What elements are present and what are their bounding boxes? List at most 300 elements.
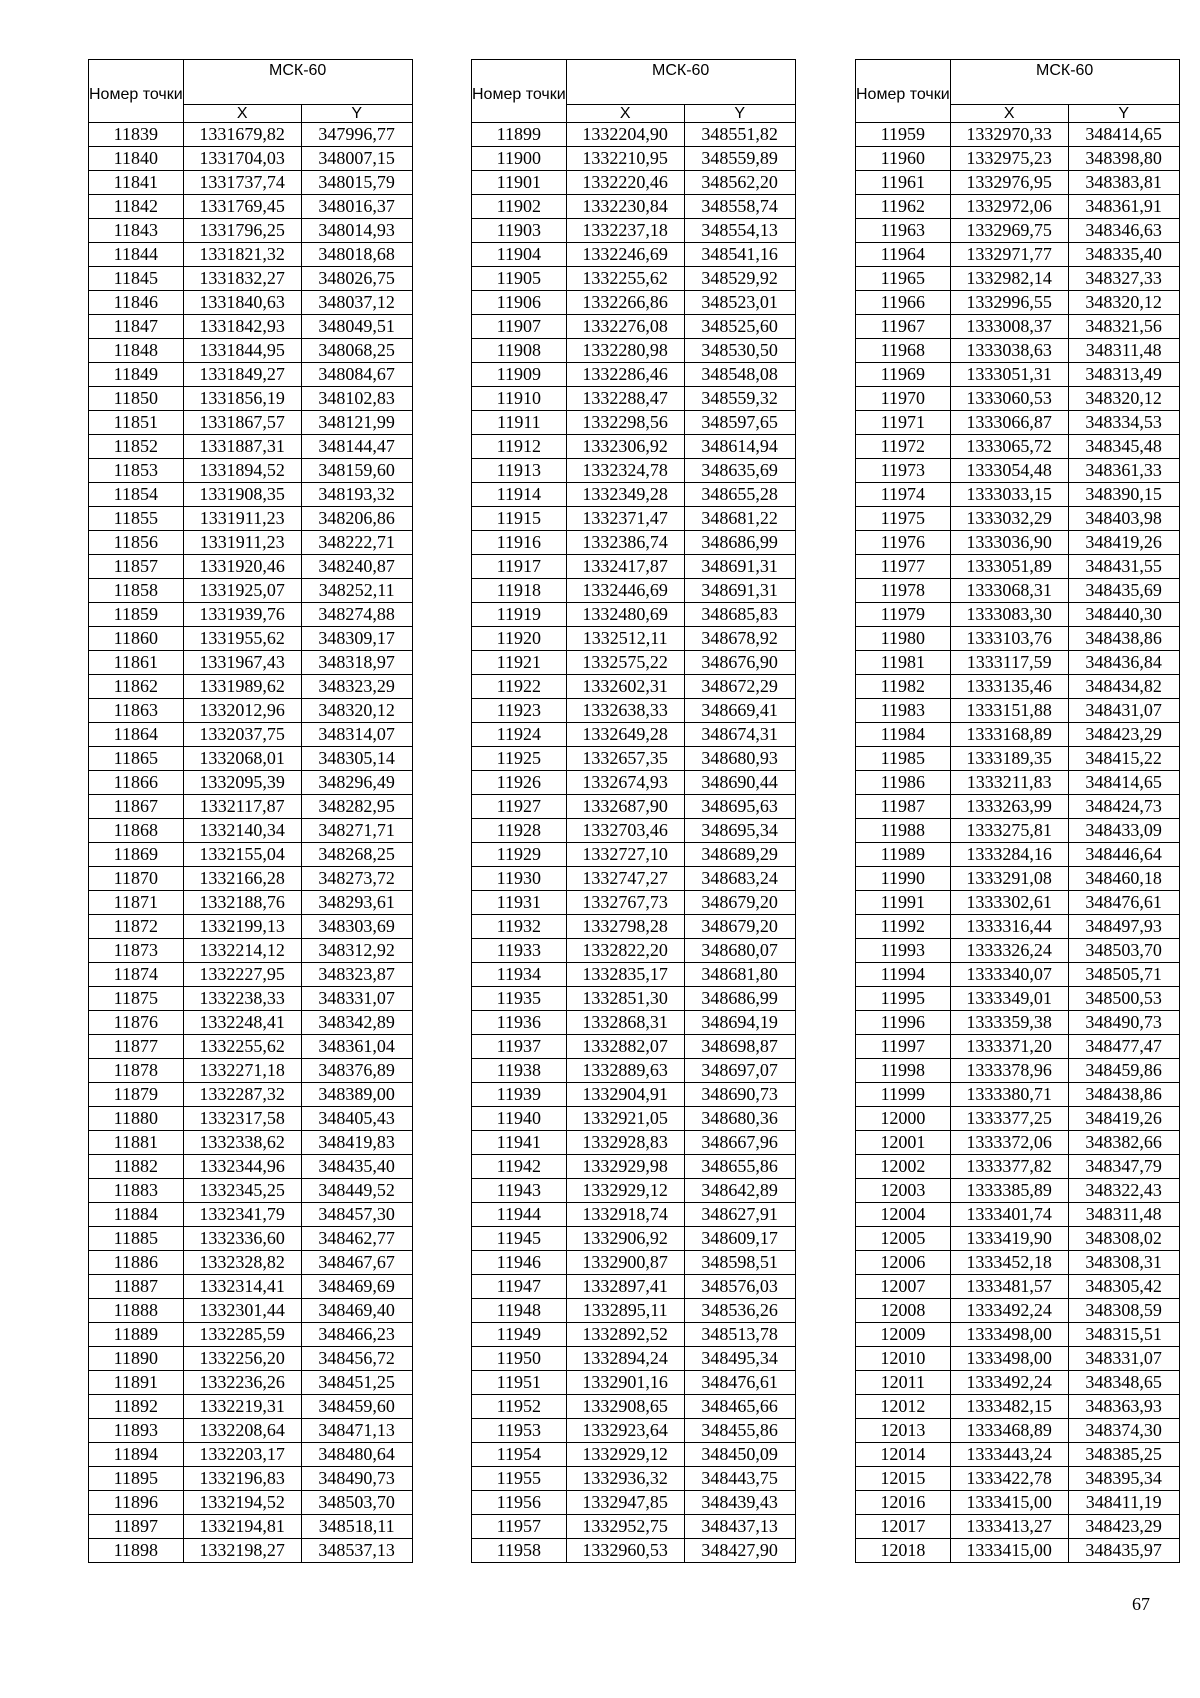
y-coordinate-cell: 348691,31 [684,555,795,579]
y-coordinate-cell: 348437,13 [684,1515,795,1539]
point-number-cell: 11989 [856,843,951,867]
point-number-cell: 11891 [89,1371,184,1395]
x-coordinate-cell: 1332727,10 [566,843,684,867]
y-coordinate-cell: 348518,11 [301,1515,412,1539]
table-row [89,939,413,963]
x-coordinate-cell: 1332338,62 [183,1131,301,1155]
y-coordinate-cell: 348423,29 [1068,723,1179,747]
x-coordinate-cell: 1332280,98 [566,339,684,363]
point-number-cell: 11921 [472,651,567,675]
point-number-cell: 11892 [89,1395,184,1419]
table-row [89,627,413,651]
table-row [856,603,1180,627]
table-row [472,1107,796,1131]
point-number-cell: 11928 [472,819,567,843]
table-row [472,1227,796,1251]
y-coordinate-cell: 348562,20 [684,171,795,195]
x-coordinate-cell: 1332371,47 [566,507,684,531]
x-coordinate-cell: 1331911,23 [183,531,301,555]
table-row [89,171,413,195]
y-coordinate-cell: 348383,81 [1068,171,1179,195]
table-row [89,1203,413,1227]
x-coordinate-cell: 1332900,87 [566,1251,684,1275]
point-number-cell: 11924 [472,723,567,747]
table-row [89,747,413,771]
x-coordinate-cell: 1332960,53 [566,1539,684,1563]
table-row [856,1035,1180,1059]
table-row [472,1155,796,1179]
y-coordinate-cell: 348525,60 [684,315,795,339]
x-coordinate-cell: 1331849,27 [183,363,301,387]
point-number-cell: 11984 [856,723,951,747]
point-number-cell: 12013 [856,1419,951,1443]
y-coordinate-cell: 348551,82 [684,123,795,147]
y-coordinate-cell: 348293,61 [301,891,412,915]
table-row [472,1131,796,1155]
point-number-cell: 11877 [89,1035,184,1059]
y-coordinate-cell: 348674,31 [684,723,795,747]
point-number-cell: 11965 [856,267,951,291]
x-coordinate-cell: 1332952,75 [566,1515,684,1539]
x-coordinate-cell: 1331842,93 [183,315,301,339]
table-row [856,1419,1180,1443]
x-coordinate-cell: 1333415,00 [950,1491,1068,1515]
x-coordinate-cell: 1332918,74 [566,1203,684,1227]
table-row [472,195,796,219]
point-number-cell: 11955 [472,1467,567,1491]
table-row [89,915,413,939]
point-number-cell: 11993 [856,939,951,963]
point-number-cell: 11865 [89,747,184,771]
x-coordinate-cell: 1331832,27 [183,267,301,291]
x-coordinate-cell: 1333492,24 [950,1371,1068,1395]
coordinate-system-header: МСК-60 [183,60,412,105]
y-coordinate-cell: 348680,07 [684,939,795,963]
x-coordinate-cell: 1333372,06 [950,1131,1068,1155]
point-number-cell: 11948 [472,1299,567,1323]
point-number-cell: 11964 [856,243,951,267]
x-coordinate-cell: 1332982,14 [950,267,1068,291]
table-row [856,459,1180,483]
y-coordinate-cell: 348500,53 [1068,987,1179,1011]
y-coordinate-cell: 348419,26 [1068,531,1179,555]
point-number-cell: 11999 [856,1083,951,1107]
point-number-cell: 11927 [472,795,567,819]
x-coordinate-cell: 1331920,46 [183,555,301,579]
point-number-cell: 11972 [856,435,951,459]
table-row [89,1539,413,1563]
y-coordinate-cell: 348296,49 [301,771,412,795]
table-row [472,675,796,699]
x-coordinate-cell: 1332194,81 [183,1515,301,1539]
table-row [472,387,796,411]
point-number-cell: 11987 [856,795,951,819]
point-number-cell: 12006 [856,1251,951,1275]
y-coordinate-cell: 348405,43 [301,1107,412,1131]
table-row [856,1227,1180,1251]
table-row [89,891,413,915]
y-coordinate-cell: 348678,92 [684,627,795,651]
point-number-cell: 11985 [856,747,951,771]
table-row [856,123,1180,147]
x-coordinate-cell: 1332306,92 [566,435,684,459]
point-number-cell: 12003 [856,1179,951,1203]
point-number-cell: 12002 [856,1155,951,1179]
y-coordinate-cell: 348222,71 [301,531,412,555]
x-coordinate-cell: 1333051,31 [950,363,1068,387]
y-coordinate-cell: 348121,99 [301,411,412,435]
point-number-cell: 11960 [856,147,951,171]
y-coordinate-cell: 348466,23 [301,1323,412,1347]
y-coordinate-cell: 348193,32 [301,483,412,507]
table-row [89,435,413,459]
y-coordinate-cell: 348414,65 [1068,771,1179,795]
x-coordinate-cell: 1332687,90 [566,795,684,819]
table-row [472,1011,796,1035]
point-number-cell: 11857 [89,555,184,579]
point-number-cell: 11861 [89,651,184,675]
y-coordinate-cell: 348015,79 [301,171,412,195]
y-coordinate-cell: 348598,51 [684,1251,795,1275]
point-number-cell: 11953 [472,1419,567,1443]
x-coordinate-cell: 1331887,31 [183,435,301,459]
table-row [856,1251,1180,1275]
y-coordinate-cell: 348451,25 [301,1371,412,1395]
point-number-cell: 11911 [472,411,567,435]
point-number-cell: 11870 [89,867,184,891]
table-row [472,411,796,435]
x-coordinate-cell: 1332256,20 [183,1347,301,1371]
y-coordinate-cell: 348460,18 [1068,867,1179,891]
table-row [89,1035,413,1059]
table-row [89,1371,413,1395]
y-coordinate-cell: 348016,37 [301,195,412,219]
point-number-cell: 11855 [89,507,184,531]
point-number-cell: 11945 [472,1227,567,1251]
x-coordinate-cell: 1331840,63 [183,291,301,315]
point-number-cell: 11873 [89,939,184,963]
point-number-cell: 11841 [89,171,184,195]
table-row [89,795,413,819]
y-coordinate-cell: 348683,24 [684,867,795,891]
table-row [472,339,796,363]
point-number-cell: 11971 [856,411,951,435]
x-coordinate-cell: 1332971,77 [950,243,1068,267]
point-number-cell: 12011 [856,1371,951,1395]
table-row [472,1059,796,1083]
table-row [89,987,413,1011]
table-row [856,1011,1180,1035]
y-coordinate-cell: 348469,69 [301,1275,412,1299]
y-coordinate-cell: 348537,13 [301,1539,412,1563]
y-coordinate-cell: 348559,89 [684,147,795,171]
table-row [856,1131,1180,1155]
y-coordinate-cell: 348403,98 [1068,507,1179,531]
table-row [856,339,1180,363]
x-coordinate-cell: 1333349,01 [950,987,1068,1011]
y-coordinate-cell: 347996,77 [301,123,412,147]
x-coordinate-cell: 1332575,22 [566,651,684,675]
y-coordinate-cell: 348576,03 [684,1275,795,1299]
point-number-cell: 11844 [89,243,184,267]
x-coordinate-cell: 1332037,75 [183,723,301,747]
table-row [472,1467,796,1491]
x-coordinate-cell: 1333189,35 [950,747,1068,771]
table-row [856,1275,1180,1299]
point-number-cell: 11866 [89,771,184,795]
x-coordinate-cell: 1333060,53 [950,387,1068,411]
x-coordinate-cell: 1332894,24 [566,1347,684,1371]
y-coordinate-cell: 348308,59 [1068,1299,1179,1323]
y-coordinate-cell: 348273,72 [301,867,412,891]
x-coordinate-cell: 1332237,18 [566,219,684,243]
x-coordinate-cell: 1332188,76 [183,891,301,915]
point-number-cell: 11882 [89,1155,184,1179]
y-coordinate-cell: 348308,31 [1068,1251,1179,1275]
x-coordinate-cell: 1332196,83 [183,1467,301,1491]
x-coordinate-cell: 1333468,89 [950,1419,1068,1443]
point-number-cell: 11978 [856,579,951,603]
x-coordinate-cell: 1332298,56 [566,411,684,435]
x-coordinate-cell: 1332822,20 [566,939,684,963]
y-coordinate-cell: 348523,01 [684,291,795,315]
y-coordinate-cell: 348434,82 [1068,675,1179,699]
table-row [856,987,1180,1011]
x-coordinate-cell: 1332230,84 [566,195,684,219]
y-coordinate-cell: 348308,02 [1068,1227,1179,1251]
point-number-cell: 12005 [856,1227,951,1251]
table-row [89,507,413,531]
y-coordinate-cell: 348414,65 [1068,123,1179,147]
table-row [472,723,796,747]
point-number-cell: 11961 [856,171,951,195]
y-coordinate-cell: 348435,97 [1068,1539,1179,1563]
y-coordinate-cell: 348282,95 [301,795,412,819]
point-number-cell: 11970 [856,387,951,411]
point-number-cell: 11954 [472,1443,567,1467]
table-row [472,363,796,387]
table-row [89,1155,413,1179]
x-coordinate-cell: 1332901,16 [566,1371,684,1395]
y-coordinate-cell: 348331,07 [1068,1347,1179,1371]
y-coordinate-cell: 348268,25 [301,843,412,867]
point-number-cell: 11881 [89,1131,184,1155]
table-row [472,1539,796,1563]
y-coordinate-cell: 348536,26 [684,1299,795,1323]
x-coordinate-cell: 1333340,07 [950,963,1068,987]
y-coordinate-cell: 348252,11 [301,579,412,603]
y-coordinate-cell: 348436,84 [1068,651,1179,675]
point-number-cell: 11949 [472,1323,567,1347]
y-coordinate-cell: 348691,31 [684,579,795,603]
x-coordinate-cell: 1333036,90 [950,531,1068,555]
y-coordinate-cell: 348642,89 [684,1179,795,1203]
point-number-cell: 11997 [856,1035,951,1059]
y-coordinate-cell: 348694,19 [684,1011,795,1035]
y-coordinate-cell: 348334,53 [1068,411,1179,435]
y-coordinate-cell: 348363,93 [1068,1395,1179,1419]
y-coordinate-cell: 348438,86 [1068,627,1179,651]
table-row [472,1275,796,1299]
table-row [89,387,413,411]
point-number-cell: 11898 [89,1539,184,1563]
point-number-cell: 11923 [472,699,567,723]
point-number-cell: 11846 [89,291,184,315]
y-coordinate-cell: 348680,36 [684,1107,795,1131]
point-number-cell: 11839 [89,123,184,147]
x-coordinate-cell: 1332336,60 [183,1227,301,1251]
x-coordinate-cell: 1333452,18 [950,1251,1068,1275]
table-row [856,507,1180,531]
x-coordinate-cell: 1332204,90 [566,123,684,147]
x-coordinate-cell: 1333385,89 [950,1179,1068,1203]
point-number-cell: 11973 [856,459,951,483]
point-number-cell: 11854 [89,483,184,507]
point-number-cell: 11920 [472,627,567,651]
point-number-cell: 11967 [856,315,951,339]
y-coordinate-cell: 348345,48 [1068,435,1179,459]
y-coordinate-cell: 348597,65 [684,411,795,435]
y-coordinate-cell: 348495,34 [684,1347,795,1371]
point-number-cell: 11889 [89,1323,184,1347]
y-coordinate-cell: 348037,12 [301,291,412,315]
table-row [472,1083,796,1107]
point-number-cell: 11958 [472,1539,567,1563]
table-row [856,1443,1180,1467]
y-coordinate-cell: 348271,71 [301,819,412,843]
table-row [856,747,1180,771]
table-row [89,363,413,387]
x-coordinate-cell: 1332929,12 [566,1443,684,1467]
point-number-cell: 12009 [856,1323,951,1347]
table-row [472,1347,796,1371]
x-coordinate-cell: 1332208,64 [183,1419,301,1443]
point-number-cell: 11917 [472,555,567,579]
x-coordinate-cell: 1332904,91 [566,1083,684,1107]
x-coordinate-cell: 1333482,15 [950,1395,1068,1419]
table-row [856,1371,1180,1395]
point-number-cell: 12014 [856,1443,951,1467]
x-coordinate-cell: 1332286,46 [566,363,684,387]
point-number-cell: 11933 [472,939,567,963]
x-coordinate-cell: 1332480,69 [566,603,684,627]
table-row [89,459,413,483]
table-row [472,939,796,963]
y-coordinate-cell: 348455,86 [684,1419,795,1443]
table-row [89,1443,413,1467]
table-row [472,699,796,723]
x-coordinate-cell: 1332238,33 [183,987,301,1011]
x-coordinate-cell: 1332703,46 [566,819,684,843]
x-coordinate-cell: 1332255,62 [183,1035,301,1059]
table-row [856,363,1180,387]
y-coordinate-cell: 348311,48 [1068,1203,1179,1227]
table-row [472,459,796,483]
table-row [89,195,413,219]
x-coordinate-cell: 1332936,32 [566,1467,684,1491]
point-number-cell: 11852 [89,435,184,459]
x-coordinate-cell: 1332929,12 [566,1179,684,1203]
y-coordinate-cell: 348427,90 [684,1539,795,1563]
point-number-cell: 11937 [472,1035,567,1059]
table-row [856,1347,1180,1371]
y-coordinate-cell: 348686,99 [684,531,795,555]
y-coordinate-cell: 348303,69 [301,915,412,939]
y-coordinate-cell: 348347,79 [1068,1155,1179,1179]
table-row [89,1395,413,1419]
x-coordinate-cell: 1333066,87 [950,411,1068,435]
point-number-cell: 11893 [89,1419,184,1443]
x-coordinate-cell: 1332248,41 [183,1011,301,1035]
table-row [472,579,796,603]
x-coordinate-cell: 1332095,39 [183,771,301,795]
table-row [856,699,1180,723]
x-coordinate-cell: 1332301,44 [183,1299,301,1323]
x-coordinate-cell: 1332976,95 [950,171,1068,195]
y-coordinate-cell: 348681,22 [684,507,795,531]
x-coordinate-cell: 1331939,76 [183,603,301,627]
x-coordinate-cell: 1331769,45 [183,195,301,219]
x-coordinate-cell: 1332906,92 [566,1227,684,1251]
point-number-cell: 11981 [856,651,951,675]
y-coordinate-cell: 348315,51 [1068,1323,1179,1347]
point-number-cell: 11876 [89,1011,184,1035]
point-number-cell: 12000 [856,1107,951,1131]
point-number-cell: 11944 [472,1203,567,1227]
y-coordinate-cell: 348102,83 [301,387,412,411]
point-number-cell: 11966 [856,291,951,315]
point-number-cell: 11912 [472,435,567,459]
point-number-cell: 11900 [472,147,567,171]
table-row [472,123,796,147]
x-coordinate-cell: 1332166,28 [183,867,301,891]
table-row [856,867,1180,891]
y-coordinate-cell: 348443,75 [684,1467,795,1491]
table-row [856,435,1180,459]
point-number-cell: 11988 [856,819,951,843]
table-row [89,483,413,507]
y-coordinate-cell: 348686,99 [684,987,795,1011]
coordinates-table-1 [88,59,413,1563]
y-coordinate-cell: 348049,51 [301,315,412,339]
table-row [856,651,1180,675]
table-row [472,1491,796,1515]
point-number-cell: 11853 [89,459,184,483]
table-row [856,1107,1180,1131]
table-row [856,891,1180,915]
x-coordinate-cell: 1332140,34 [183,819,301,843]
x-coordinate-cell: 1332194,52 [183,1491,301,1515]
y-coordinate-cell: 348309,17 [301,627,412,651]
y-column-header: Y [301,105,412,123]
x-coordinate-cell: 1333401,74 [950,1203,1068,1227]
point-number-cell: 11957 [472,1515,567,1539]
point-number-cell: 11946 [472,1251,567,1275]
x-coordinate-cell: 1331844,95 [183,339,301,363]
x-coordinate-cell: 1331989,62 [183,675,301,699]
x-coordinate-cell: 1332969,75 [950,219,1068,243]
coordinates-table-body [472,123,796,1563]
x-coordinate-cell: 1332214,12 [183,939,301,963]
y-coordinate-cell: 348320,12 [301,699,412,723]
x-coordinate-cell: 1332198,27 [183,1539,301,1563]
table-row [89,1275,413,1299]
table-row [856,1395,1180,1419]
table-row [856,723,1180,747]
y-coordinate-cell: 348446,64 [1068,843,1179,867]
point-number-cell: 11906 [472,291,567,315]
y-coordinate-cell: 348305,14 [301,747,412,771]
